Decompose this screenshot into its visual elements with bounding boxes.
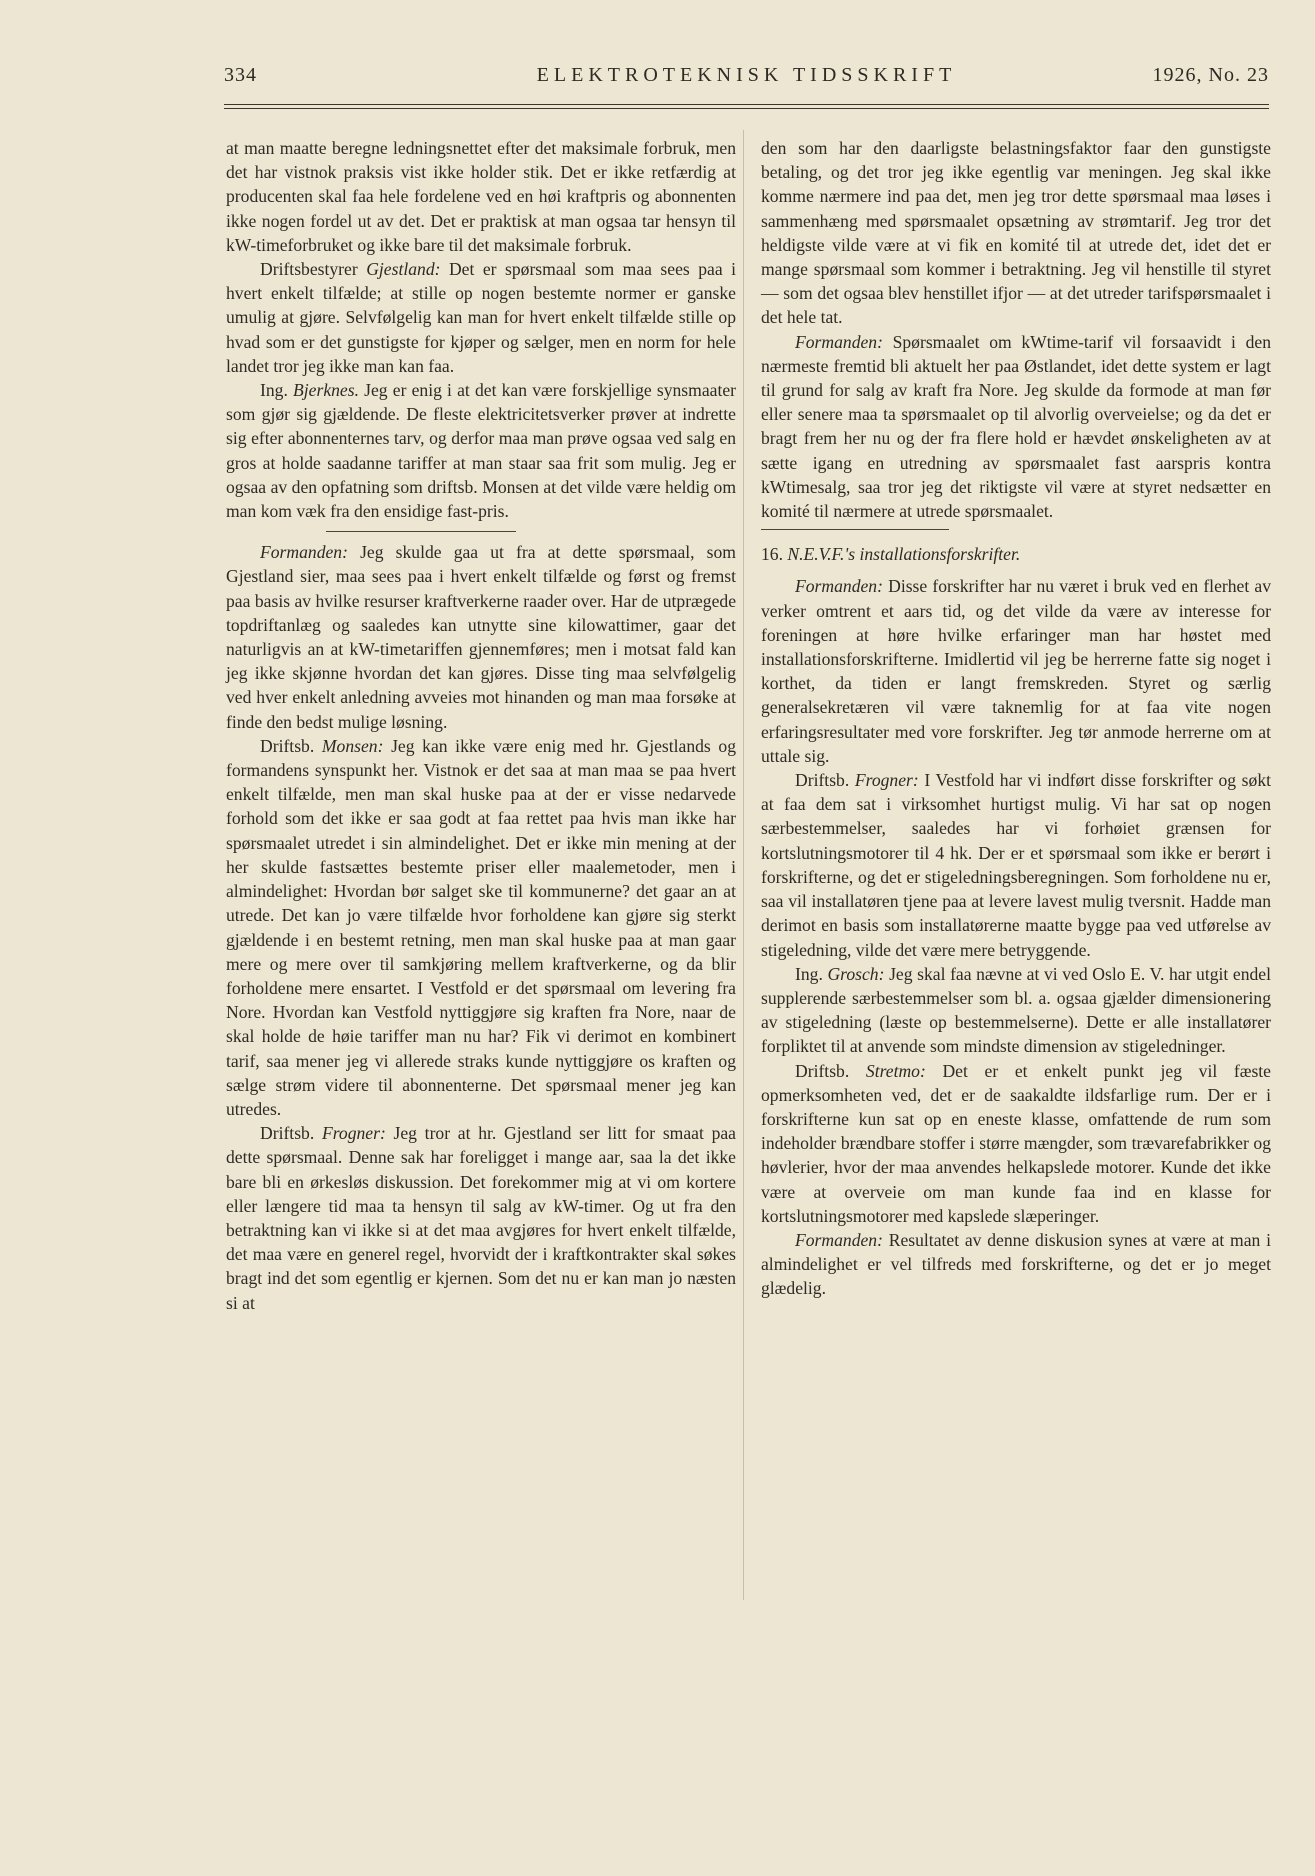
paragraph: Ing. Grosch: Jeg skal faa nævne at vi ved Oslo E. V. har utgit endel supplerende særbestemmelser som bl. a. ogsaa gjælder dimensionering av stigeledning (læste op bestemmelserne). Dette er alle installatører forpliktet til at anvende som mindste dimension av stigeledninger. [761, 963, 1271, 1057]
paragraph: Ing. Bjerknes. Jeg er enig i at det kan være forskjellige synsmaater som gjør sig gjældende. De fleste elektricitetsverker prøver at indrette sig efter abonnenternes tarv, og derfor maa man prøve ogsaa ved salg en gros at holde saadanne tariffer at man staar saa frit som mulig. Jeg er ogsaa av den opfatning som driftsb. Monsen at det vilde være heldig om man kom væk fra den ensidige fast-pris. [226, 380, 737, 522]
column-divider [743, 130, 744, 1600]
header-rule-top [224, 104, 1269, 105]
paragraph: Driftsb. Stretmo: Det er et enkelt punkt jeg vil fæste opmerksomheten ved, det er de saakaldte ildsfarlige rum. Der er i forskrifterne kun sat op en eneste klasse, omfattende de rum som indeholder brændbare stoffer i større mængder, som trævarefabrikker og høvlerier, hvor der maa anvendes helkapslede motorer. Kunde det ikke være at overveie om man kunde faa ind en klasse for kortslutningsmotorer med kapslede slæperinger. [761, 1060, 1271, 1226]
paragraph: Formanden: Jeg skulde gaa ut fra at dette spørsmaal, som Gjestland sier, maa sees paa i hvert enkelt tilfælde og først og fremst paa basis av hvilke resurser kraftverkerne raader over. Har de utprægede topdriftanlæg og saaledes kan utnytte sine kilowattimer, gaar det naturligvis an at kW-timetariffen gjennemføres; men i motsat fald kan jeg ikke skjønne hvordan det kan gjøres. Disse ting maa selvfølgelig ved hver enkelt anledning avveies mot hinanden og man maa forsøke at finde den bedst mulige løsning. [226, 542, 736, 732]
right-column [761, 136, 1271, 1301]
left-column [226, 136, 736, 1315]
paragraph: Driftsbestyrer Gjestland: Det er spørsmaal som maa sees paa i hvert enkelt tilfælde; at stille op nogen bestemte normer er ganske umulig at gjøre. Selvfølgelig kan man for hvert enkelt tilfælde stille op hvad som er det gunstigste for kjøper og sælger, men en norm for hele landet tror jeg ikke man kan faa. [226, 259, 737, 376]
paragraph: Driftsb. Monsen: Jeg kan ikke være enig med hr. Gjestlands og formandens synspunkt her. Vistnok er det saa at man maa se paa hvert enkelt tilfælde, men man skal huske paa at der er visse nedarvede forhold som det ikke er saa godt at faa rettet paa hvis man ikke har spørsmaalet utredet i sin almindelighet. Det er ikke min mening at der her skulde fastsættes bestemte priser eller maalemetoder, men i almindelighet: Hvordan bør salget ske til kommunerne? det gaar an at utrede. Det kan jo være tilfælde hvor forholdene kan gjøre sig sterkt gjældende i en bestemt retning, men man skal huske paa at man gaar mere og mere over til samkjøring mellem kraftverkerne, og da blir forholdene mere ensartet. I Vestfold er det spørsmaal om levering fra Nore. Hvordan kan Vestfold nyttiggjøre sig kraften fra Nore, naar de skal holde de høie tariffer man nu har? Fik vi derimot en kombinert tarif, saa mener jeg vi allerede straks kunde nyttiggjøre os kraften og sælge strøm videre til abonnenterne. Det spørsmaal mener jeg kan utredes. [226, 735, 736, 1119]
running-header [224, 64, 1269, 90]
paragraph: Driftsb. Frogner: Jeg tror at hr. Gjestland ser litt for smaat paa dette spørsmaal. Denne sak har foreligget i mange aar, saa la det ikke bare bli en ørkesløs diskussion. Det forekommer mig at vi om kortere eller længere tid maa ta hensyn til salg av kW-timer. Og ut fra den betraktning kan vi ikke si at det maa avgjøres for hvert enkelt tilfælde, det maa være en generel regel, hvorvidt der i kraftkontrakter skal søkes bragt ind det som egentlig er kjernen. Som det nu er kan man jo næsten si at [226, 1123, 736, 1313]
paragraph: Driftsb. Frogner: I Vestfold har vi indført disse forskrifter og søkt at faa dem sat i virksomhet hurtigst mulig. Vi har sat op nogen særbestemmelser, saaledes har vi forhøiet grænsen for kortslutningsmotorer til 4 hk. Der er et spørsmaal som ikke er berørt i forskrifterne, og det er stigeledningsberegningen. Som forholdene nu er, saa vil installatøren tjene paa at levere lavest mulig tversnit. Hadde man derimot en basis som installatørerne maatte bygge paa ved utførelse av stigeledning, vilde det være mere betryggende. [761, 770, 1272, 960]
section-number: 16. [761, 544, 783, 565]
paragraph: Formanden: Spørsmaalet om kWtime-tarif vil forsaavidt i den nærmeste fremtid bli aktuelt her paa Østlandet, idet dette system er lagt til grund for salg av kraft fra Nore. Jeg skulde da formode at man før eller senere maa ta spørsmaalet op til alvorlig overveielse; og da det er bragt frem her nu og der fra flere hold er hævdet ønskeligheten av at sætte igang en utredning av spørsmaalet fast aarspris kontra kWtimesalg, saa tror jeg det riktigste vil være at styret nedsætter en komité til nærmere at utrede spørsmaalet. [761, 331, 1271, 522]
issue-number: 1926, No. 23 [1152, 64, 1269, 86]
page-number: 334 [224, 64, 257, 86]
paragraph: Formanden: Resultatet av denne diskusion synes at være at man i almindelighet er vel tilfreds med forskrifterne, og det er jo meget glædelig. [761, 1229, 1271, 1299]
paragraph: Formanden: Disse forskrifter har nu været i bruk ved en flerhet av verker omtrent et aars tid, og det vilde da være av interesse for foreningen at høre hvilke erfaringer man har høstet med installationsforskrifterne. Imidlertid vil jeg be herrerne fatte sig noget i korthet, da tiden er langt fremskreden. Styret og særlig generalsekretæren vil være taknemlig for at faa vite nogen erfaringsresultater med vore forskrifter. Jeg tør anmode herrerne om at uttale sig. [761, 576, 1271, 766]
separator-line [326, 531, 516, 532]
header-rule-bottom [224, 108, 1269, 109]
paragraph: den som har den daarligste belastningsfaktor faar den gunstigste betaling, og det tror jeg ikke egentlig var meningen. Jeg skal ikke komme nærmere ind paa det, men jeg tror dette spørsmaal maa løses i sammenhæng med spørsmaalet opsætning av strømtarif. Jeg tror det heldigste vilde være at vi fik en komité til at utrede det, idet det er mange spørsmaal som kommer i betraktning. Jeg vil henstille til styret — som det ogsaa blev henstillet ifjor — at det utreder tarifspørsmaalet i det hele tat. [761, 138, 1271, 328]
journal-title: ELEKTROTEKNISK TIDSSKRIFT [536, 64, 957, 86]
section-title: N.E.V.F.'s installationsforskrifter. [787, 544, 1021, 565]
paragraph: at man maatte beregne ledningsnettet efter det maksimale forbruk, men det har vistnok praksis vist ikke holder stik. Det er ikke retfærdig at producenten skal faa hele fordelene ved en høi kraftpris og abonnenten ikke nogen fordel ut av det. Det er praktisk at man ogsaa tar hensyn til kW-timeforbruket og ikke bare til det maksimale forbruk. [226, 138, 736, 255]
section-heading [761, 542, 1271, 566]
separator-line [761, 529, 949, 530]
